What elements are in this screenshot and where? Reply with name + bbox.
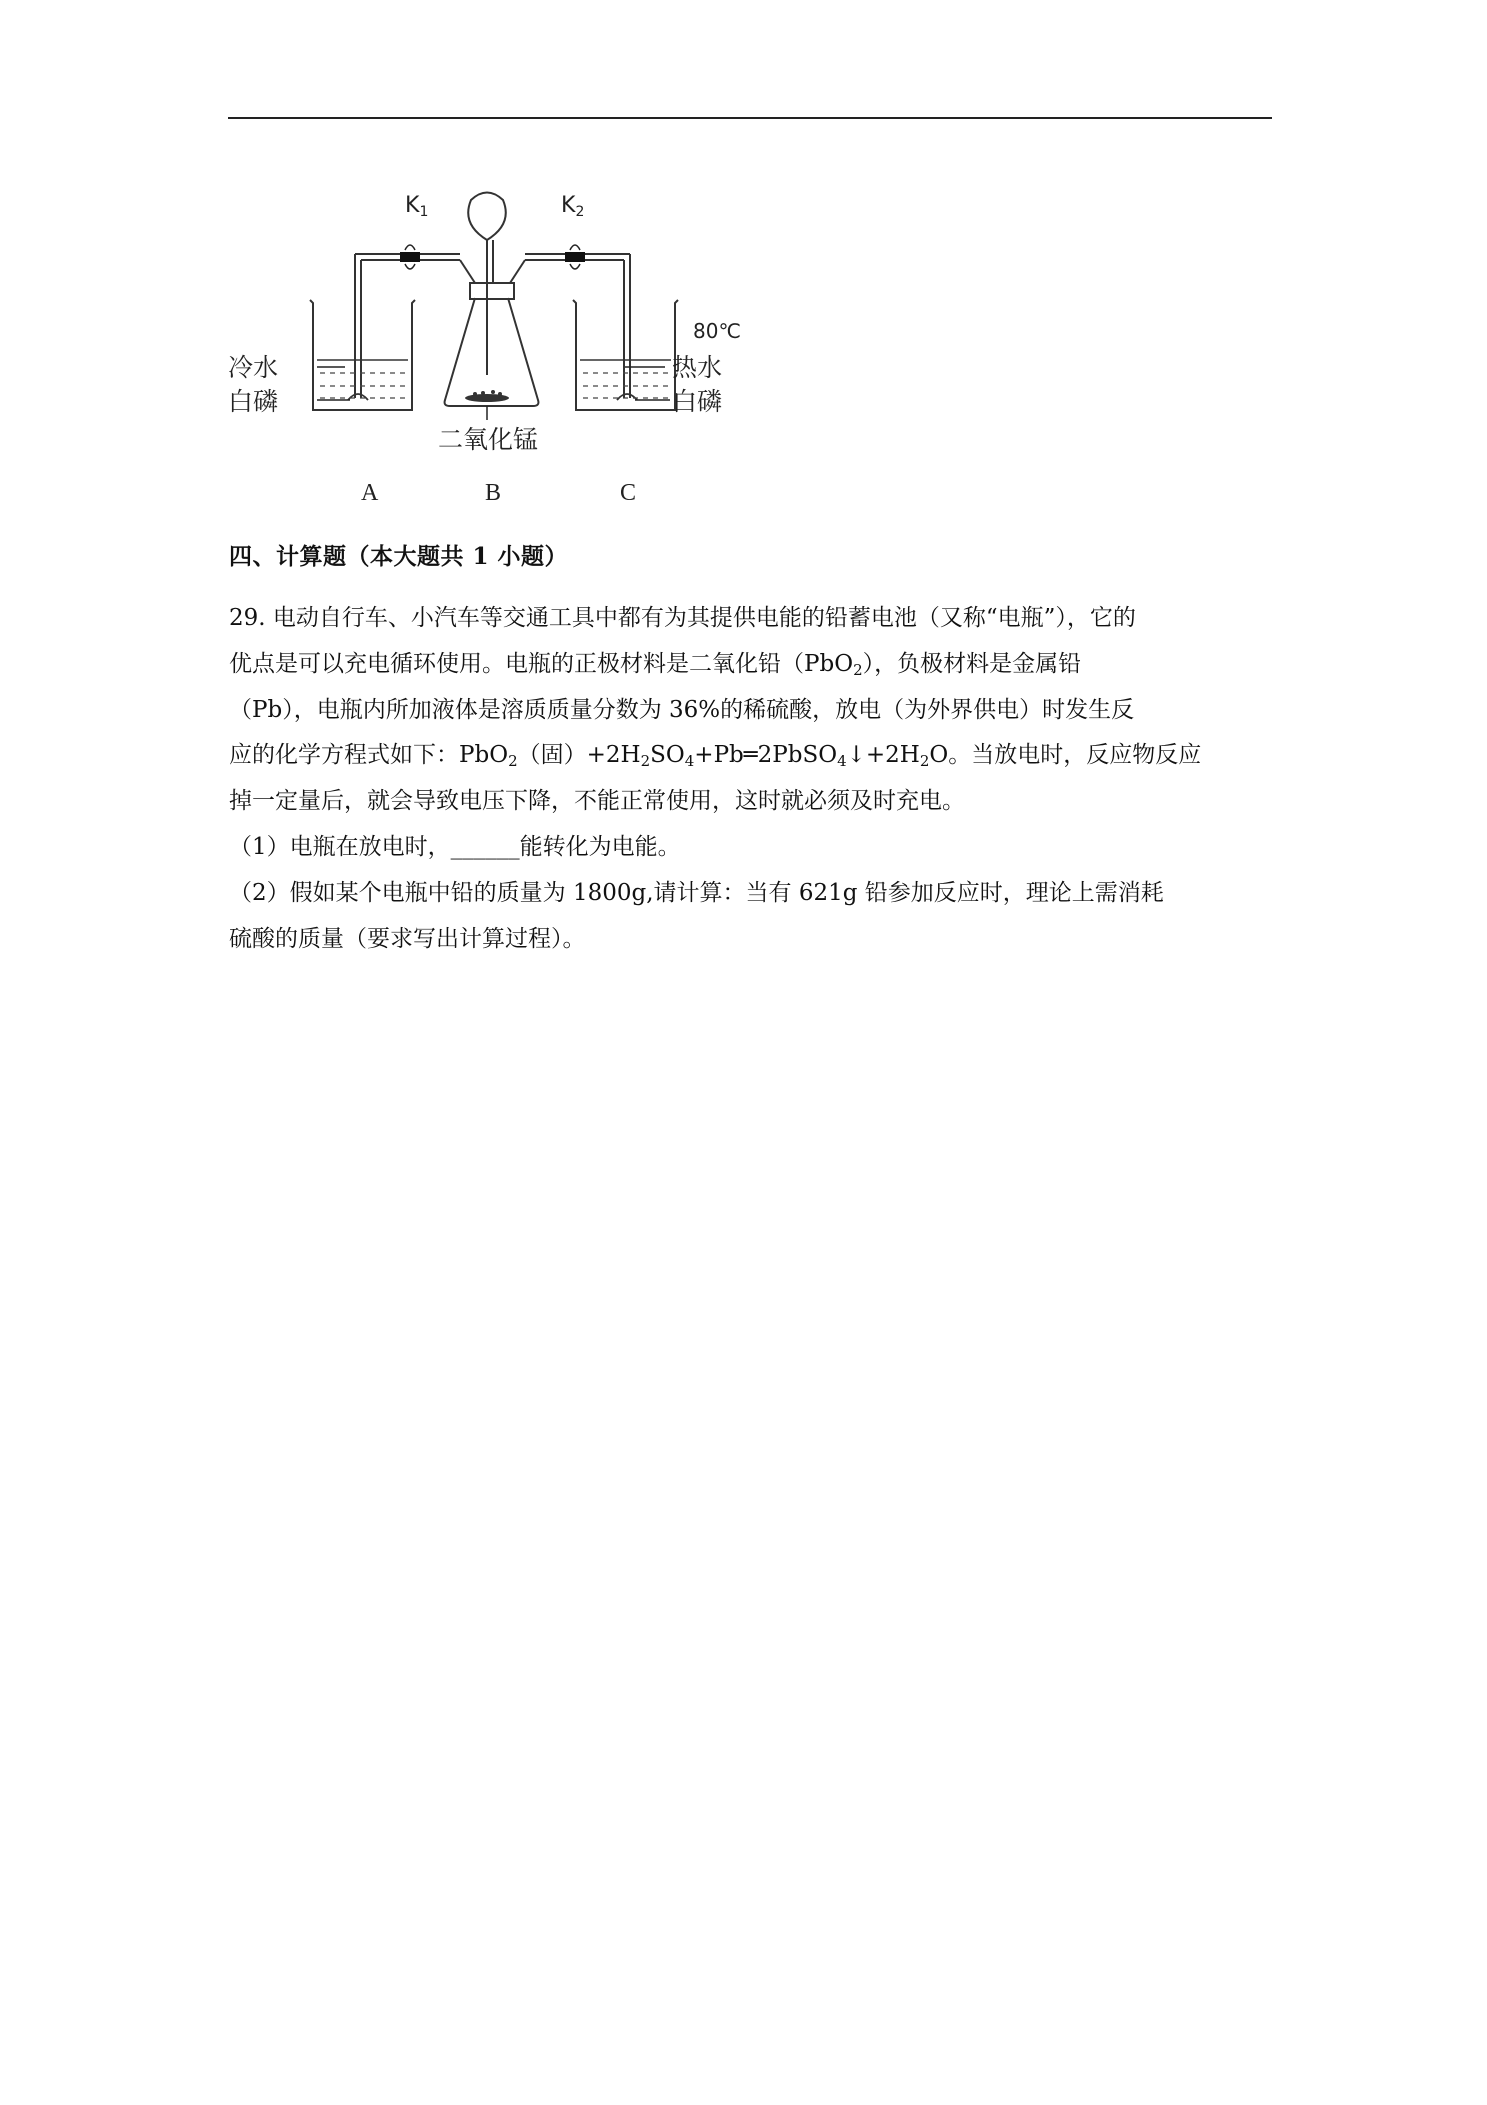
beaker-c-label: C [620,480,637,506]
experiment-diagram [225,180,785,520]
header-rule [228,117,1272,119]
mno2-pile [465,390,509,402]
white-phosphorus-right-label: 白磷 [672,387,723,416]
flask-b [445,298,539,406]
phosphorus-a [348,394,368,400]
white-phosphorus-left-label: 白磷 [228,387,279,416]
k1-label: K1 [405,193,429,220]
section-heading: 四、计算题（本大题共 1 小题） [229,543,569,570]
question-line: （Pb），电瓶内所加液体是溶质质量分数为 36%的稀硫酸，放电（为外界供电）时发生反 [229,696,1135,723]
sub-question-2-cont: 硫酸的质量（要求写出计算过程）。 [229,925,586,952]
mno2-label: 二氧化锰 [438,425,539,454]
chemical-equation-line: 应的化学方程式如下：PbO$_2$（固）$+2H_2SO_4+Pb═2PbSO_4↓+2H_2O$。当放电时，反应物反应 [229,742,1202,771]
flask-b-label: B [485,480,502,506]
question-29 [229,596,1272,962]
apparatus-svg [225,180,785,520]
sub-question-1: （1）电瓶在放电时，______能转化为电能。 [229,833,681,860]
k2-label: K2 [561,193,585,220]
temperature-label: 80℃ [693,319,741,343]
hot-water-label: 热水 [672,353,723,382]
beaker-a-label: A [361,480,379,506]
funnel-bulb [468,193,506,241]
sub-question-2: （2）假如某个电瓶中铅的质量为 1800g,请计算：当有 621g 铅参加反应时，理论上需消耗 [229,879,1164,906]
cold-water-label: 冷水 [228,353,279,382]
clamp-k1 [400,252,420,262]
stopper [470,283,514,299]
question-line: 29. 电动自行车、小汽车等交通工具中都有为其提供电能的铅蓄电池（又称“电瓶”），它的 [229,605,1136,631]
question-line: 优点是可以充电循环使用。电瓶的正极材料是二氧化铅（PbO$_2$），负极材料是金属铅 [229,650,1082,679]
question-line: 掉一定量后，就会导致电压下降，不能正常使用，这时就必须及时充电。 [229,788,965,815]
phosphorus-c [617,394,637,400]
clamp-k2 [565,252,585,262]
beaker-a [310,300,415,410]
